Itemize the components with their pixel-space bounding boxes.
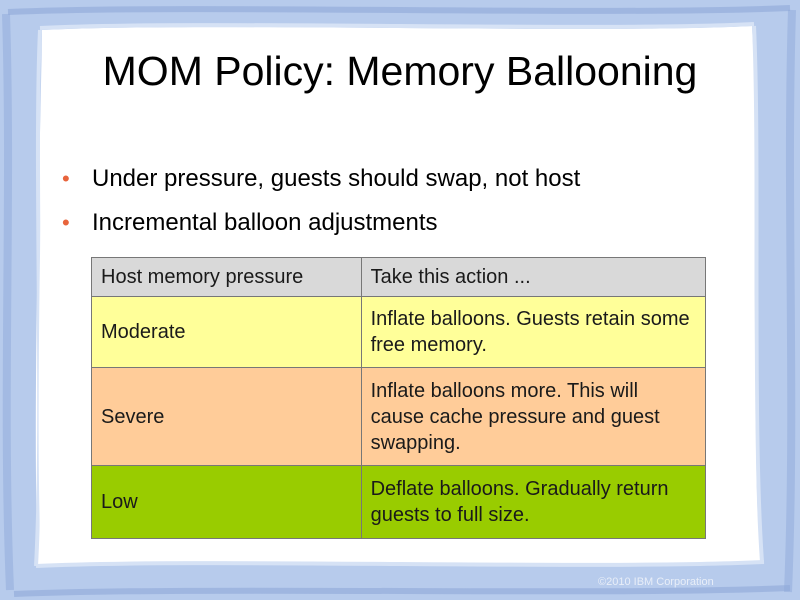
bullet-item [62,201,580,245]
action-cell: Inflate balloons. Guests retain some free memory. [361,297,705,368]
pressure-cell: Low [92,466,362,539]
bullet-dot-icon: • [62,210,70,235]
copyright-footer: ©2010 IBM Corporation [598,576,714,588]
action-cell: Inflate balloons more. This will cause cache pressure and guest swapping. [361,368,705,466]
bullet-item [62,157,580,201]
bullet-text: Under pressure, guests should swap, not host [92,165,581,192]
table-row [92,297,706,368]
bullet-list [62,157,580,245]
slide-title: MOM Policy: Memory Ballooning [102,48,698,94]
table-row [92,466,706,539]
table-row [92,368,706,466]
action-cell: Deflate balloons. Gradually return guests to full size. [361,466,705,539]
header-host-memory-pressure: Host memory pressure [92,258,362,297]
pressure-cell: Severe [92,368,362,466]
header-take-this-action: Take this action ... [361,258,705,297]
policy-table [91,257,706,539]
bullet-text: Incremental balloon adjustments [92,209,438,236]
table-header-row [92,258,706,297]
pressure-cell: Moderate [92,297,362,368]
bullet-dot-icon: • [62,166,70,191]
